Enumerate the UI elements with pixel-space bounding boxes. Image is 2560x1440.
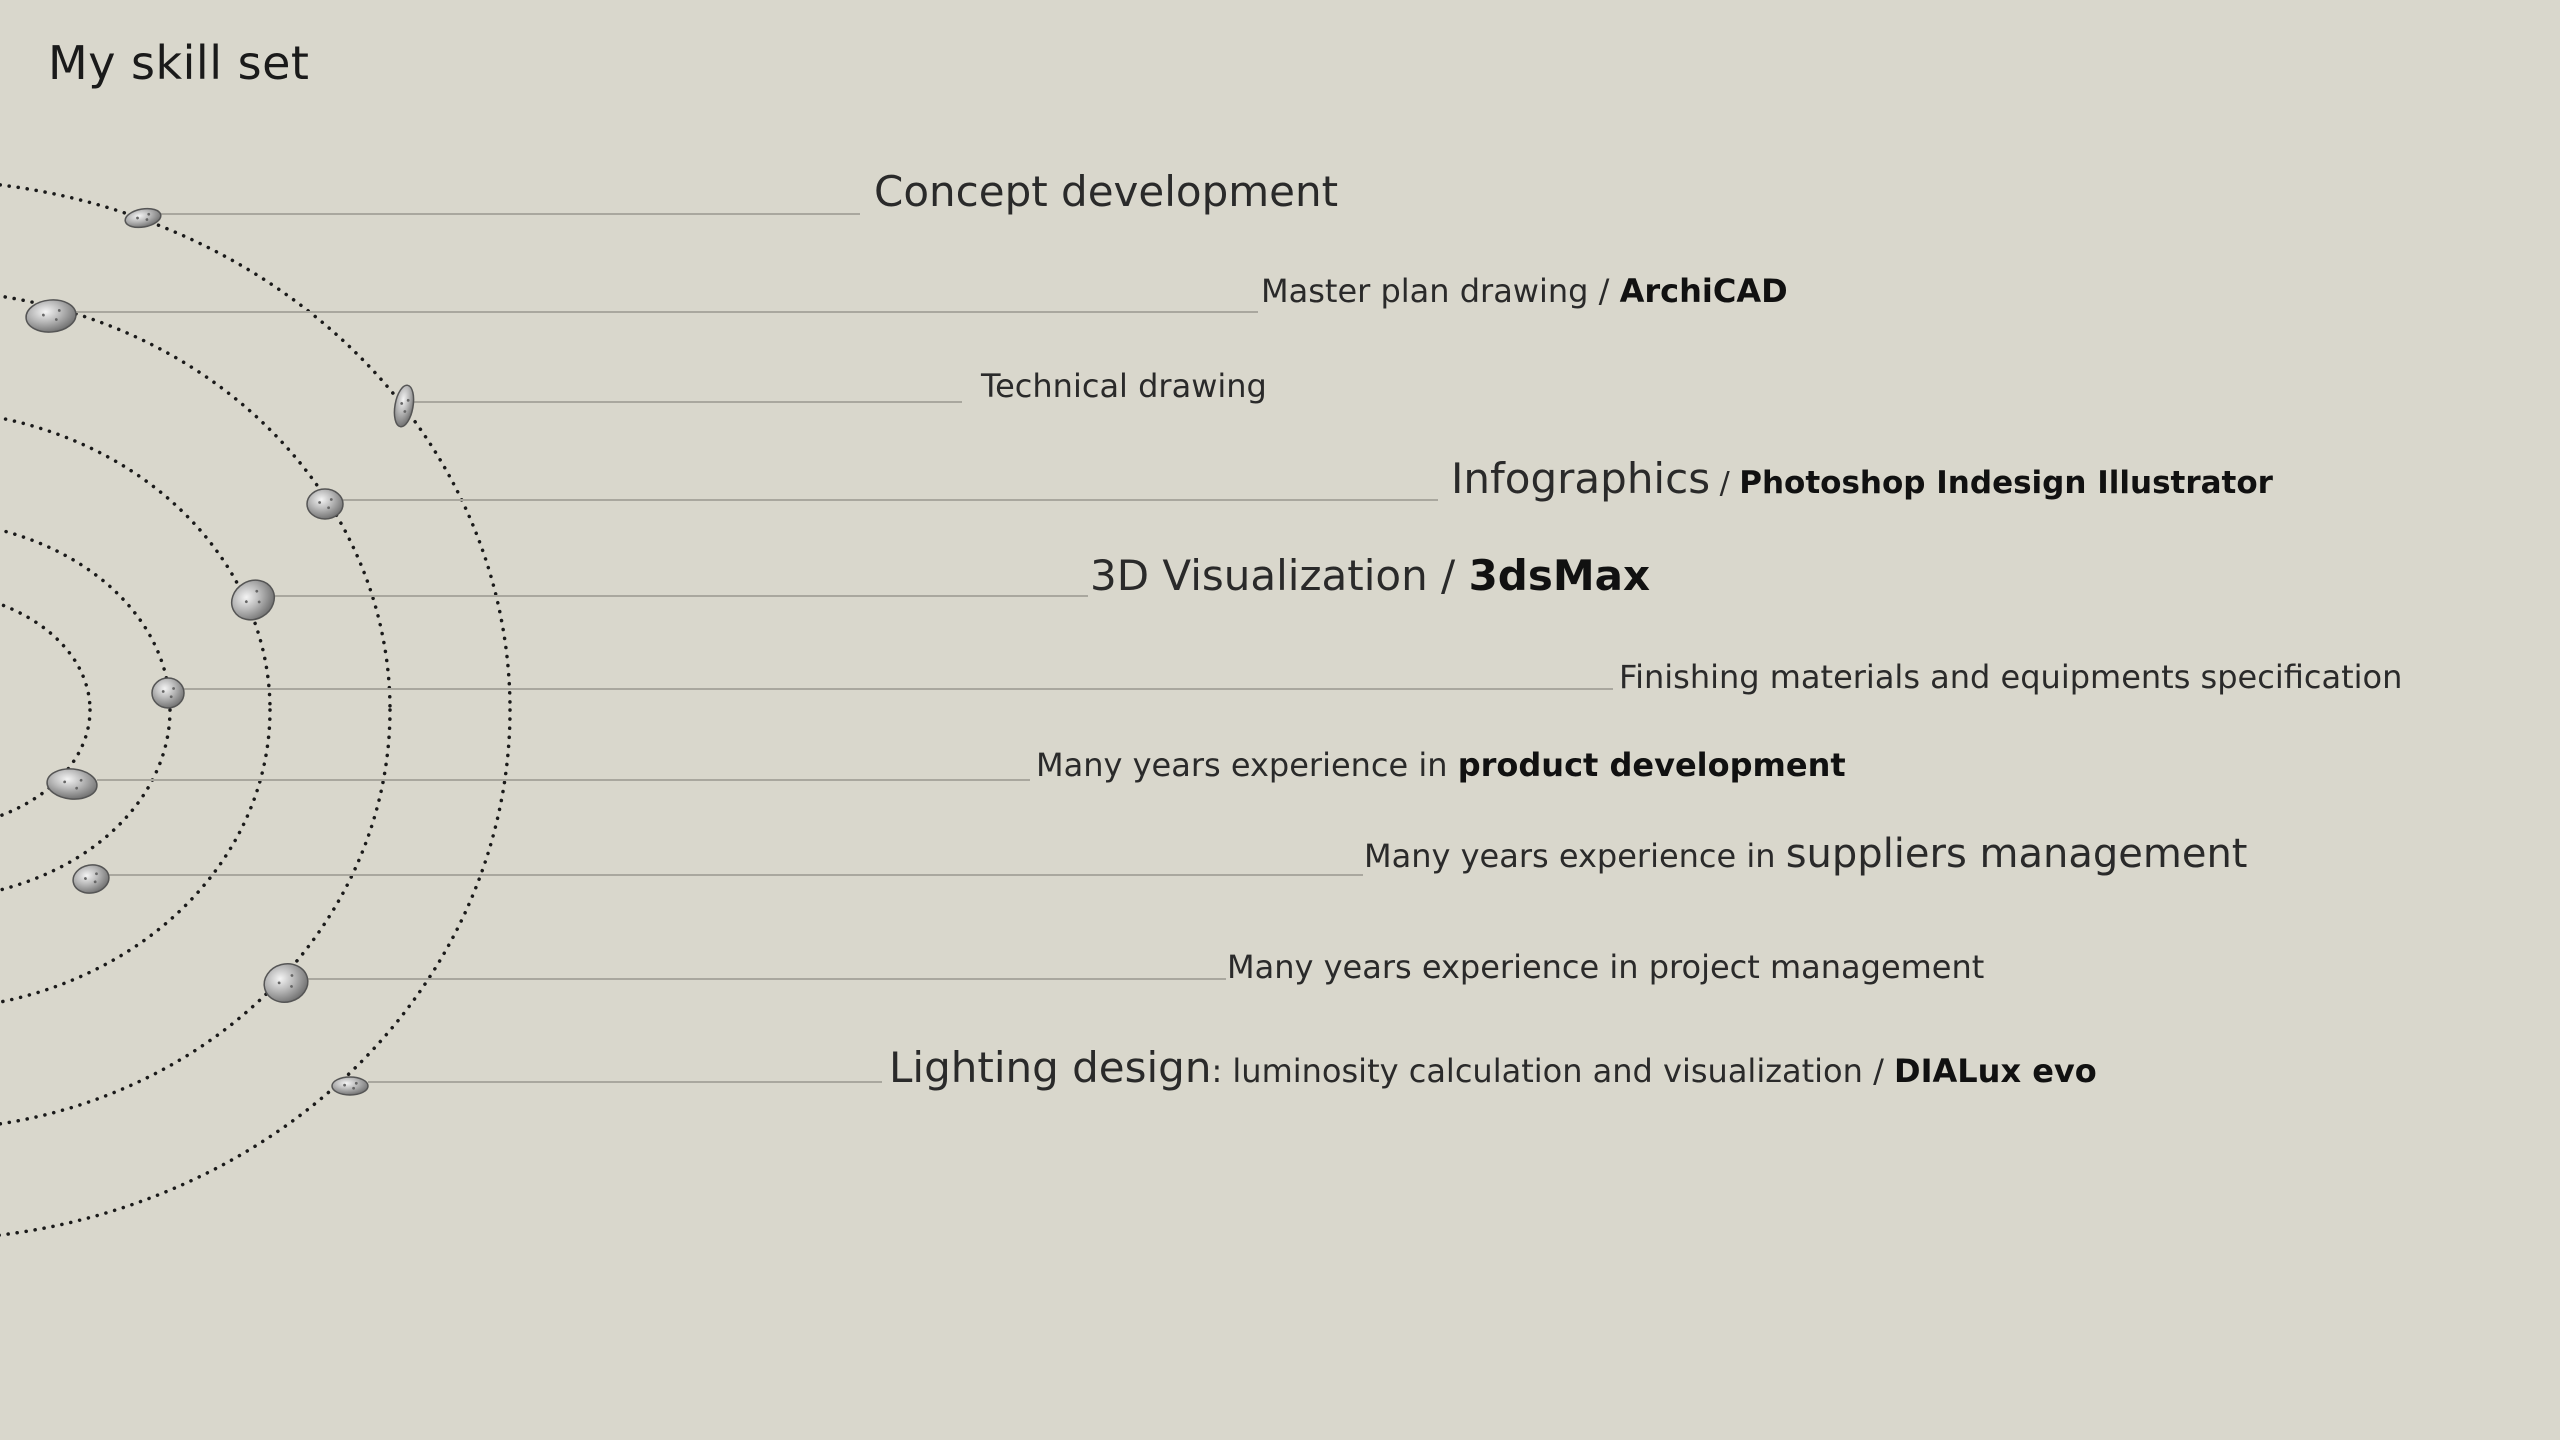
page-title: My skill set xyxy=(48,36,310,90)
pebble-marker xyxy=(332,1077,368,1095)
skill-tool: luminosity calculation and visualization / xyxy=(1232,1052,1895,1090)
skill-text: Infographics xyxy=(1451,454,1711,503)
skill-concept-development xyxy=(874,167,1339,216)
skill-tool: 3dsMax xyxy=(1468,551,1651,600)
skill-text: Finishing materials and equipments specification xyxy=(1619,658,2403,696)
skill-text: Many years experience in project management xyxy=(1227,948,1985,986)
skill-tool: suppliers management xyxy=(1785,831,2248,877)
skill-finishing-materials xyxy=(1619,658,2403,696)
pebble-marker xyxy=(46,767,98,801)
skill-lighting-design xyxy=(889,1043,2097,1092)
skill-separator: : xyxy=(1211,1052,1233,1090)
skill-separator: / xyxy=(1427,551,1469,600)
skill-text: 3D Visualization xyxy=(1090,551,1428,600)
orbit-ring xyxy=(0,520,170,900)
pebble-marker xyxy=(71,862,111,896)
skill-tool-bold: DIALux evo xyxy=(1894,1052,2097,1090)
orbit-ring xyxy=(0,290,390,1130)
skill-infographics xyxy=(1451,454,2273,503)
skill-separator xyxy=(1448,746,1458,784)
skill-tool: ArchiCAD xyxy=(1619,272,1788,310)
orbit-ring xyxy=(0,410,270,1010)
skill-tool: product development xyxy=(1457,746,1846,784)
skill-3d-visualization xyxy=(1090,551,1651,600)
skill-separator xyxy=(1776,837,1786,875)
skill-separator: / xyxy=(1710,466,1740,501)
skill-separator: / xyxy=(1588,272,1620,310)
skill-text: Many years experience in xyxy=(1036,746,1448,784)
pebble-marker xyxy=(124,206,163,230)
skill-master-plan xyxy=(1261,272,1788,310)
skill-text: Many years experience in xyxy=(1364,837,1776,875)
skill-suppliers-management xyxy=(1364,831,2248,877)
skill-text: Concept development xyxy=(874,167,1339,216)
skill-product-development xyxy=(1036,746,1846,784)
pebble-markers xyxy=(25,206,417,1095)
pebble-marker xyxy=(307,489,343,519)
skill-text: Master plan drawing xyxy=(1261,272,1589,310)
skill-project-management xyxy=(1227,948,1985,986)
pebble-marker xyxy=(260,959,312,1007)
skill-text: Technical drawing xyxy=(981,367,1267,405)
skill-tool: Photoshop Indesign Illustrator xyxy=(1739,465,2273,501)
pebble-marker xyxy=(152,678,184,708)
pebble-marker xyxy=(391,384,416,428)
skill-text: Lighting design xyxy=(889,1043,1212,1092)
skill-technical-drawing xyxy=(981,367,1267,405)
pebble-marker xyxy=(224,573,281,628)
